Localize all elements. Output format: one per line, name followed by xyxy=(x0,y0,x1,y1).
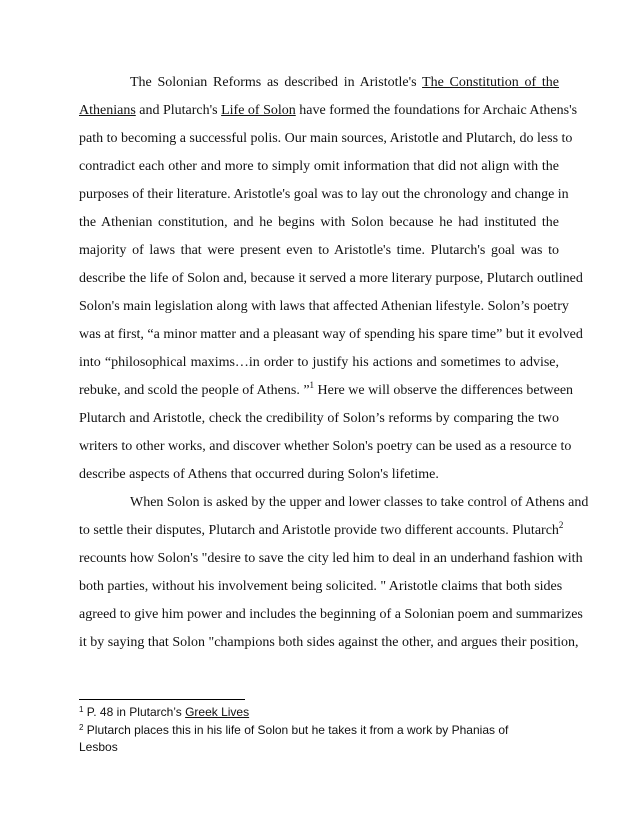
text-run: agreed to give him power and includes the beginning of a Solonian poem and summarizes xyxy=(79,607,583,622)
text-run: both parties, without his involvement being solicited. " Aristotle claims that both sides xyxy=(79,579,563,594)
text-line xyxy=(79,326,583,344)
text-run: path to becoming a successful polis. Our main sources, Aristotle and Plutarch, do less to xyxy=(79,131,573,146)
text-line xyxy=(79,438,572,456)
text-run: Plutarch places this in his life of Solon but he takes it from a work by Phanias of xyxy=(83,723,509,737)
text-line xyxy=(79,298,569,316)
text-line xyxy=(79,214,559,232)
text-run: Here we will observe the differences between xyxy=(314,383,574,398)
text-run: The Solonian Reforms as described in Aristotle's xyxy=(130,75,423,90)
text-line xyxy=(79,466,559,484)
text-run: purposes of their literature. Aristotle's goal was to lay out the chronology and change in xyxy=(79,187,569,202)
text-line xyxy=(79,186,569,204)
text-run: it by saying that Solon "champions both sides against the other, and argues their position, xyxy=(79,635,579,650)
text-line xyxy=(79,242,559,260)
text-line xyxy=(79,354,559,372)
text-run: describe the life of Solon and, because it served a more literary purpose, Plutarch outlined xyxy=(79,271,583,286)
text-run: to settle their disputes, Plutarch and Aristotle provide two different accounts. Plutarch xyxy=(79,523,559,538)
text-run: was at first, “a minor matter and a pleasant way of spending his spare time” but it evolved xyxy=(79,327,583,342)
text-line xyxy=(79,410,559,428)
footnote-line xyxy=(79,739,559,755)
text-line xyxy=(79,130,573,148)
text-line xyxy=(130,74,559,92)
text-run: majority of laws that were present even to Aristotle's time. Plutarch's goal was to xyxy=(79,243,559,258)
text-line xyxy=(79,102,578,120)
text-run: recounts how Solon's "desire to save the city led him to deal in an underhand fashion with xyxy=(79,551,583,566)
text-run: Lesbos xyxy=(79,740,118,754)
text-line xyxy=(130,494,589,512)
text-line xyxy=(79,520,564,540)
underlined-title: The Constitution of the xyxy=(422,75,559,90)
footnote-separator xyxy=(79,699,245,700)
text-run: P. 48 in Plutarch’s xyxy=(83,705,186,719)
text-line xyxy=(79,270,583,288)
text-run: Plutarch and Aristotle, check the credibility of Solon’s reforms by comparing the two xyxy=(79,411,559,426)
footnote-marker: 1 xyxy=(309,380,315,390)
text-line xyxy=(79,380,574,400)
text-line xyxy=(79,578,563,596)
footnote-line xyxy=(79,704,559,720)
text-run: contradict each other and more to simply omit information that did not align with the xyxy=(79,159,559,174)
text-run: writers to other works, and discover whether Solon's poetry can be used as a resource to xyxy=(79,439,572,454)
footnote-marker: 2 xyxy=(558,520,564,530)
text-run: When Solon is asked by the upper and lower classes to take control of Athens and xyxy=(130,495,589,510)
text-run: Solon's main legislation along with laws that affected Athenian lifestyle. Solon’s poetry xyxy=(79,299,569,314)
text-run: describe aspects of Athens that occurred during Solon's lifetime. xyxy=(79,467,439,482)
text-run: and Plutarch's xyxy=(135,103,222,118)
text-run: into “philosophical maxims…in order to justify his actions and sometimes to advise, xyxy=(79,355,559,370)
text-run: rebuke, and scold the people of Athens. ” xyxy=(79,383,310,398)
footnote-line xyxy=(79,722,559,738)
underlined-title: Life of Solon xyxy=(221,103,296,118)
text-run: have formed the foundations for Archaic Athens's xyxy=(295,103,578,118)
footnote-marker: 2 xyxy=(79,723,84,732)
text-line xyxy=(79,606,583,624)
footnote-marker: 1 xyxy=(79,705,84,714)
text-line xyxy=(79,550,583,568)
underlined-title: Athenians xyxy=(79,103,136,118)
underlined-title: Greek Lives xyxy=(185,705,250,719)
text-line xyxy=(79,634,579,652)
text-line xyxy=(79,158,559,176)
text-run: the Athenian constitution, and he begins with Solon because he had instituted the xyxy=(79,215,559,230)
